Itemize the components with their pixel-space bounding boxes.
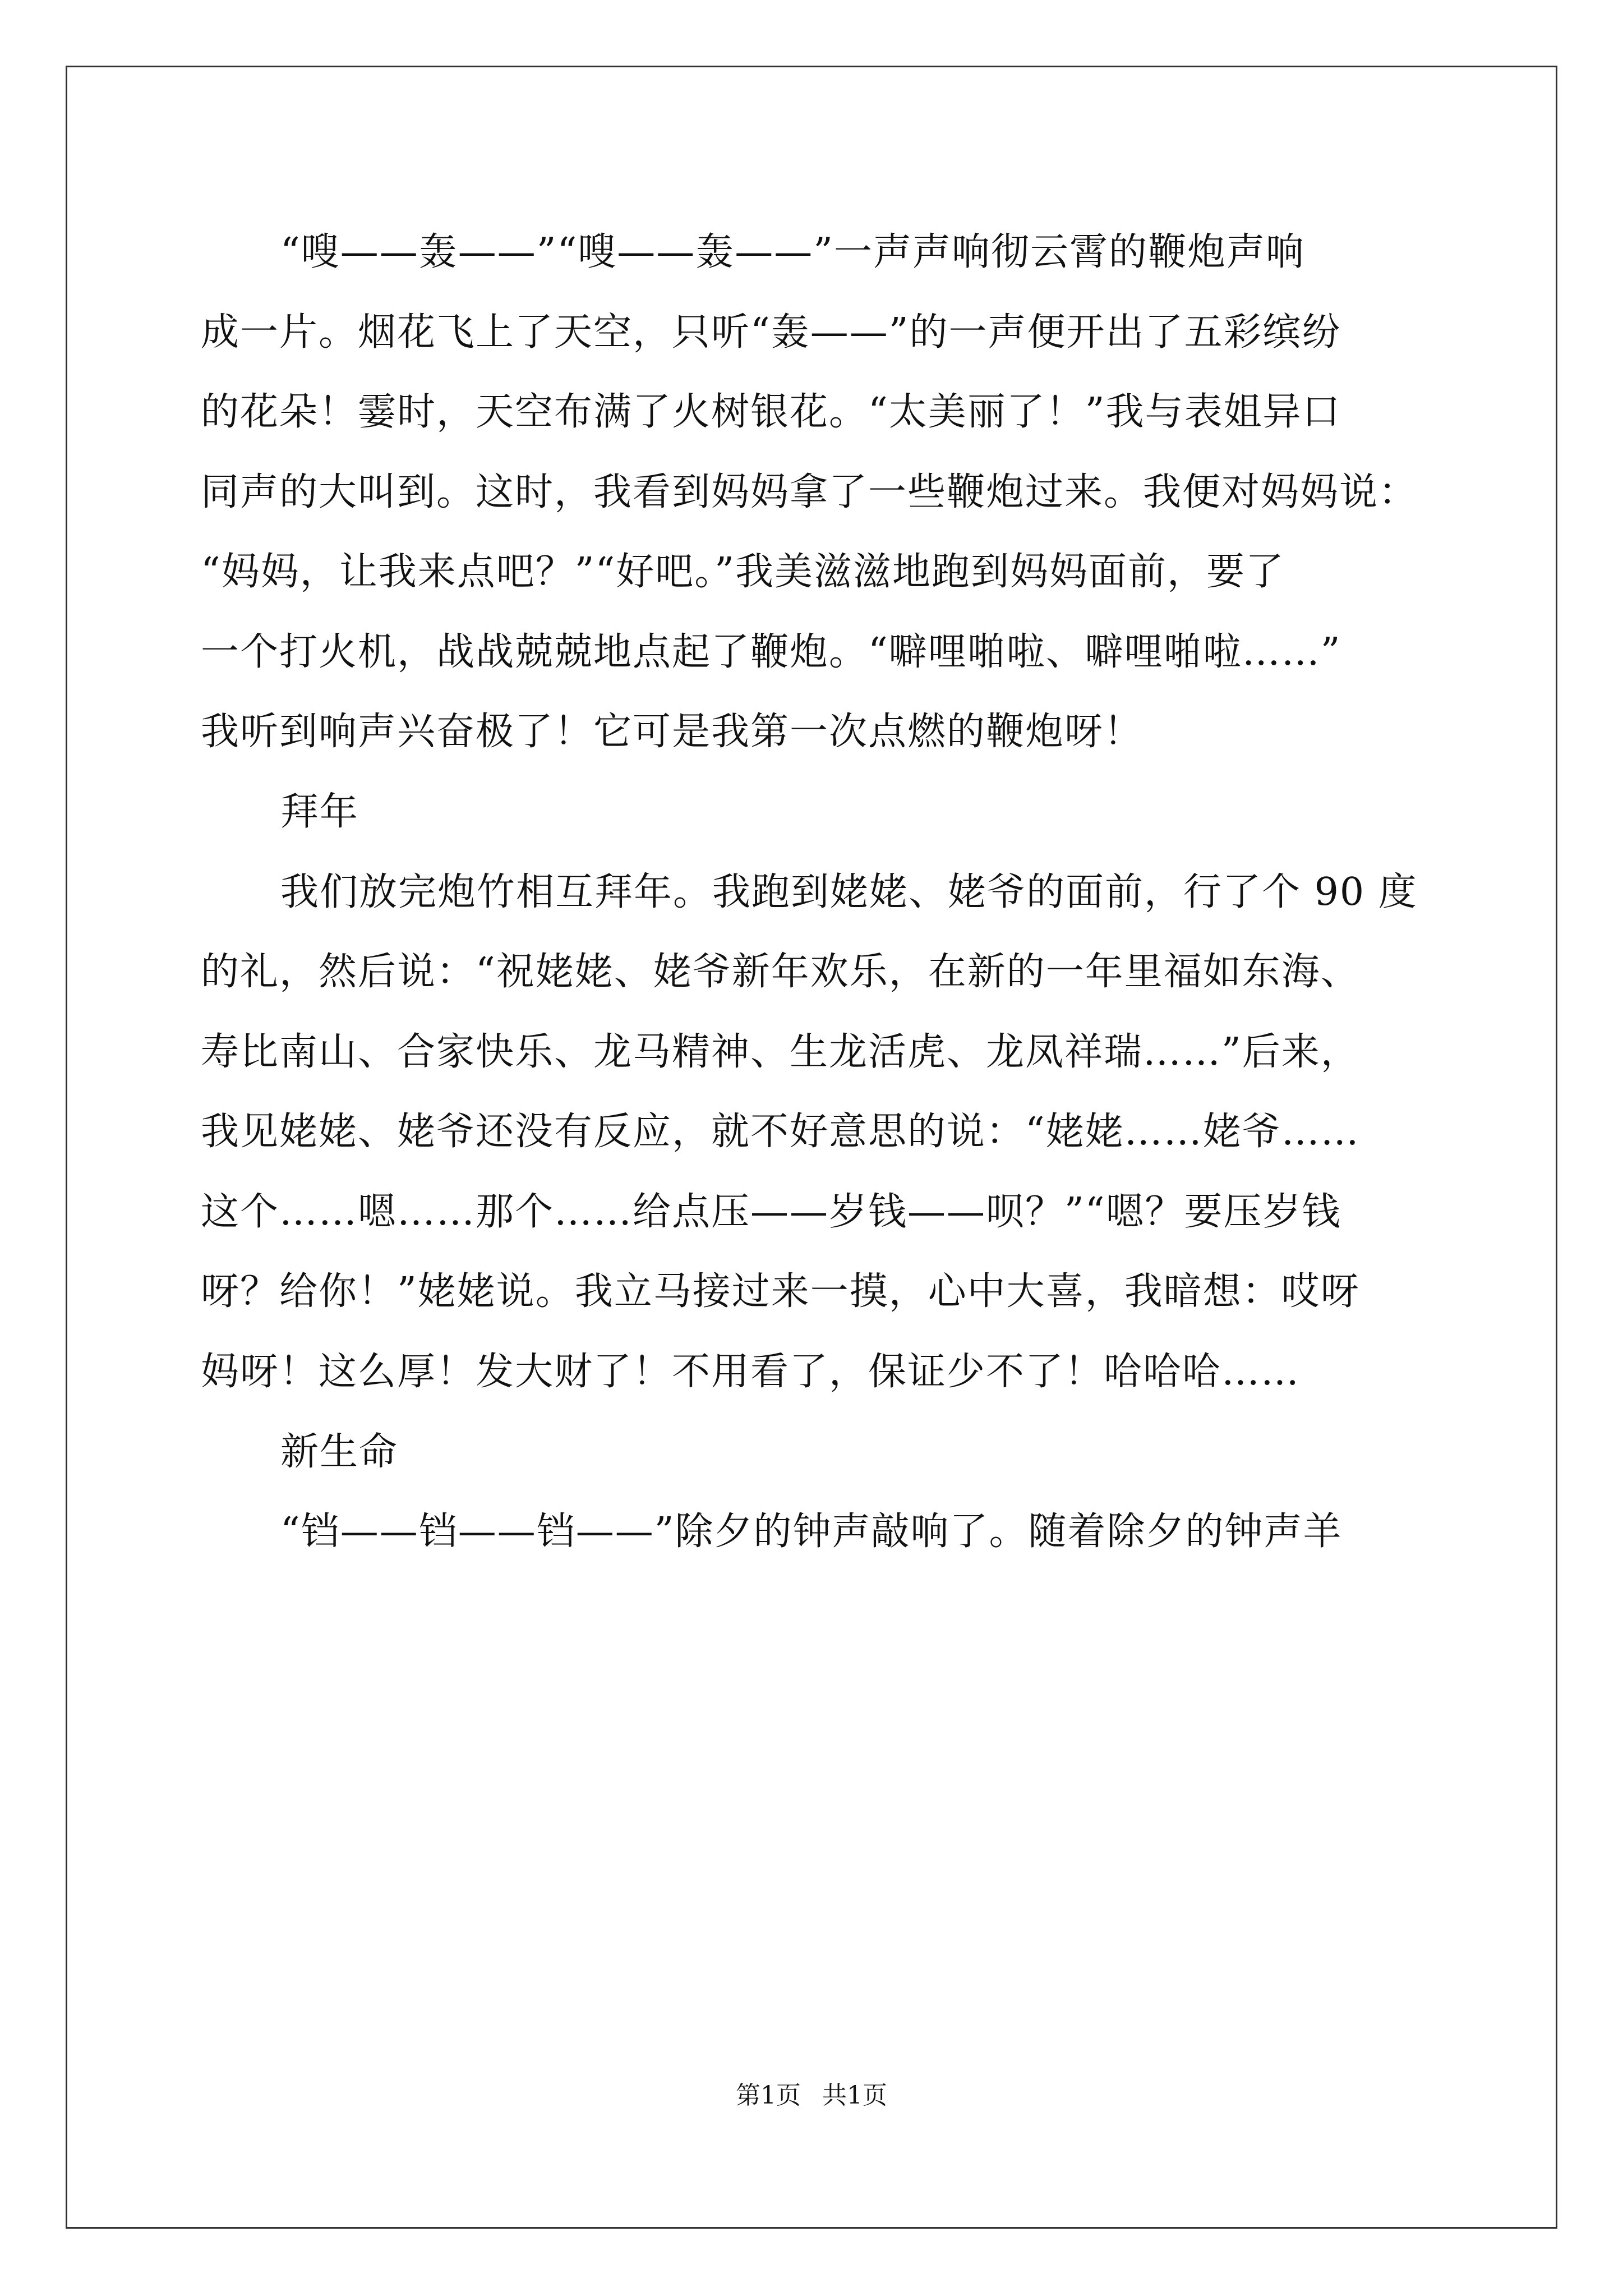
text-line: “妈妈，让我来点吧？”“好吧。”我美滋滋地跑到妈妈面前，要了 bbox=[201, 550, 1285, 594]
text-line: 妈呀！这么厚！发大财了！不用看了，保证少不了！哈哈哈…… bbox=[201, 1350, 1301, 1394]
text-line: 寿比南山、合家快乐、龙马精神、生龙活虎、龙凤祥瑞……”后来， bbox=[201, 1030, 1360, 1074]
text-line: 我听到响声兴奋极了！它可是我第一次点燃的鞭炮呀！ bbox=[201, 710, 1144, 754]
text-line: 成一片。烟花飞上了天空，只听“轰——”的一声便开出了五彩缤纷 bbox=[201, 310, 1341, 355]
section-heading: 拜年 bbox=[280, 790, 359, 834]
page-total: 共1页 bbox=[822, 2081, 887, 2110]
text-line: 一个打火机，战战兢兢地点起了鞭炮。“噼哩啪啦、噼哩啪啦……” bbox=[201, 630, 1341, 674]
text-line: 这个……嗯……那个……给点压——岁钱——呗？”“嗯？要压岁钱 bbox=[201, 1190, 1341, 1234]
text-line: 同声的大叫到。这时，我看到妈妈拿了一些鞭炮过来。我便对妈妈说： bbox=[201, 470, 1418, 514]
text-line: 我们放完炮竹相互拜年。我跑到姥姥、姥爷的面前，行了个 90 度 bbox=[280, 870, 1418, 914]
section-heading: 新生命 bbox=[280, 1430, 399, 1474]
text-line: “嗖——轰——”“嗖——轰——”一声声响彻云霄的鞭炮声响 bbox=[280, 230, 1306, 274]
text-line: 的礼，然后说：“祝姥姥、姥爷新年欢乐，在新的一年里福如东海、 bbox=[201, 950, 1360, 994]
text-line: “铛——铛——铛——”除夕的钟声敲响了。随着除夕的钟声羊 bbox=[280, 1510, 1343, 1554]
page-number: 第1页 bbox=[736, 2081, 801, 2110]
text-line: 我见姥姥、姥爷还没有反应，就不好意思的说：“姥姥……姥爷…… bbox=[201, 1110, 1360, 1154]
page-footer bbox=[0, 2079, 1623, 2113]
text-line: 的花朵！霎时，天空布满了火树银花。“太美丽了！”我与表姐异口 bbox=[201, 390, 1341, 434]
text-line: 呀？给你！”姥姥说。我立马接过来一摸，心中大喜，我暗想：哎呀 bbox=[201, 1269, 1360, 1314]
